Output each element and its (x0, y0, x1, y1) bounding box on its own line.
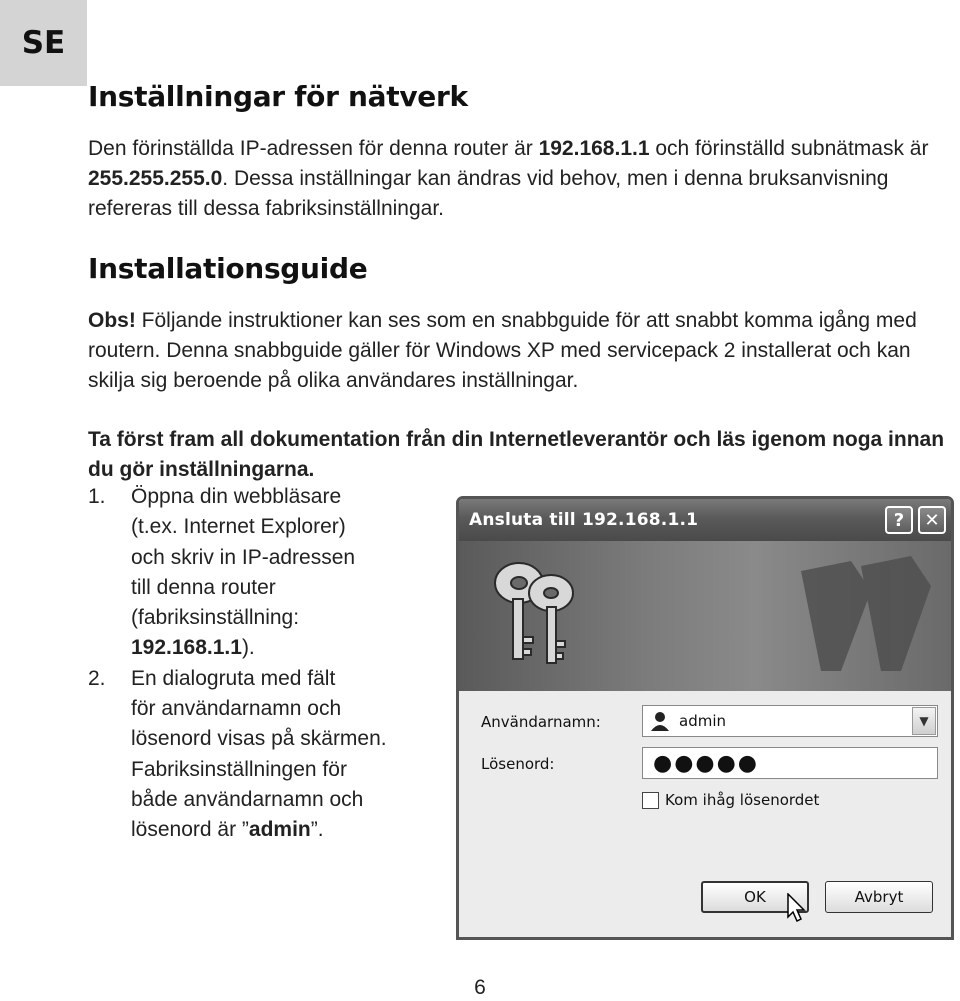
step-line: och skriv in IP-adressen (131, 545, 356, 569)
step-line: både användarnamn och (131, 787, 364, 811)
password-label: Lösenord: (481, 755, 555, 773)
step-line: (fabriksinställning: (131, 606, 300, 630)
network-paragraph (88, 134, 948, 224)
language-tab: SE (0, 0, 87, 86)
step-text (131, 482, 355, 664)
keys-icon (481, 549, 591, 679)
step-line: Fabriksinställningen för (131, 757, 347, 781)
step-line: till denna router (131, 575, 276, 599)
password-input[interactable]: ●●●●● (642, 747, 938, 779)
network-text-b: och förinställd subnätmask är (649, 137, 929, 160)
step-line: lösenord visas på skärmen. (131, 727, 387, 751)
ok-button[interactable]: OK (701, 881, 809, 913)
user-icon (649, 710, 671, 732)
step-1 (88, 482, 448, 664)
step-line: (t.ex. Internet Explorer) (131, 515, 346, 539)
dialog-title: Ansluta till 192.168.1.1 (469, 510, 699, 530)
page-number: 6 (474, 976, 486, 999)
remember-label: Kom ihåg lösenordet (665, 791, 820, 809)
step-line (131, 633, 355, 663)
dialog-titlebar[interactable] (459, 499, 951, 541)
username-value: admin (679, 712, 726, 730)
login-form (459, 691, 951, 937)
obs-label: Obs! (88, 309, 136, 332)
decorative-keys-icon (781, 551, 941, 681)
admin-credential: admin (248, 818, 311, 842)
network-text-c: . Dessa inställningar kan ändras vid behov, men i denna bruksanvisning refereras till dessa fabriksinställningar. (88, 167, 889, 220)
default-ip: 192.168.1.1 (538, 137, 650, 160)
obs-paragraph (88, 306, 948, 396)
section-title-network: Inställningar för nätverk (88, 80, 468, 113)
bold-note: Ta först fram all dokumentation från din Internetleverantör och läs igenom noga innan du gör inställningarna. (88, 428, 945, 481)
close-button[interactable]: ✕ (918, 506, 946, 534)
remember-password[interactable] (642, 791, 819, 809)
step-text (131, 664, 387, 846)
steps-list (88, 482, 448, 846)
cancel-button[interactable]: Avbryt (825, 881, 933, 913)
step-ip-suffix: ). (241, 636, 255, 660)
username-combobox[interactable] (642, 705, 938, 737)
login-dialog (456, 496, 954, 940)
step-line: Öppna din webbläsare (131, 485, 342, 508)
step-ip: 192.168.1.1 (131, 636, 242, 660)
step-number: 2. (88, 666, 106, 690)
mouse-cursor-icon (787, 893, 807, 923)
network-text-a: Den förinställda IP-adressen för denna router är (88, 137, 539, 160)
step-text-b: ”. (310, 818, 324, 842)
obs-text: Följande instruktioner kan ses som en snabbguide för att snabbt komma igång med routern. Denna snabbguide gäller för Windows XP med servicepack 2 installerat och kan skilja sig beroende på olika användares inställningar. (88, 309, 917, 392)
step-line (131, 815, 387, 845)
remember-checkbox[interactable] (642, 792, 659, 809)
dialog-banner (459, 541, 951, 691)
chevron-down-icon[interactable]: ▼ (912, 707, 936, 735)
step-line: En dialogruta med fält (131, 666, 336, 690)
step-number: 1. (88, 485, 106, 508)
step-2 (88, 664, 448, 846)
default-subnet-mask: 255.255.255.0 (88, 167, 223, 190)
step-text-a: lösenord är ” (131, 818, 249, 842)
username-label: Användarnamn: (481, 713, 601, 731)
section-title-installation: Installationsguide (88, 252, 368, 285)
help-button[interactable]: ? (885, 506, 913, 534)
step-line: för användarnamn och (131, 697, 342, 721)
